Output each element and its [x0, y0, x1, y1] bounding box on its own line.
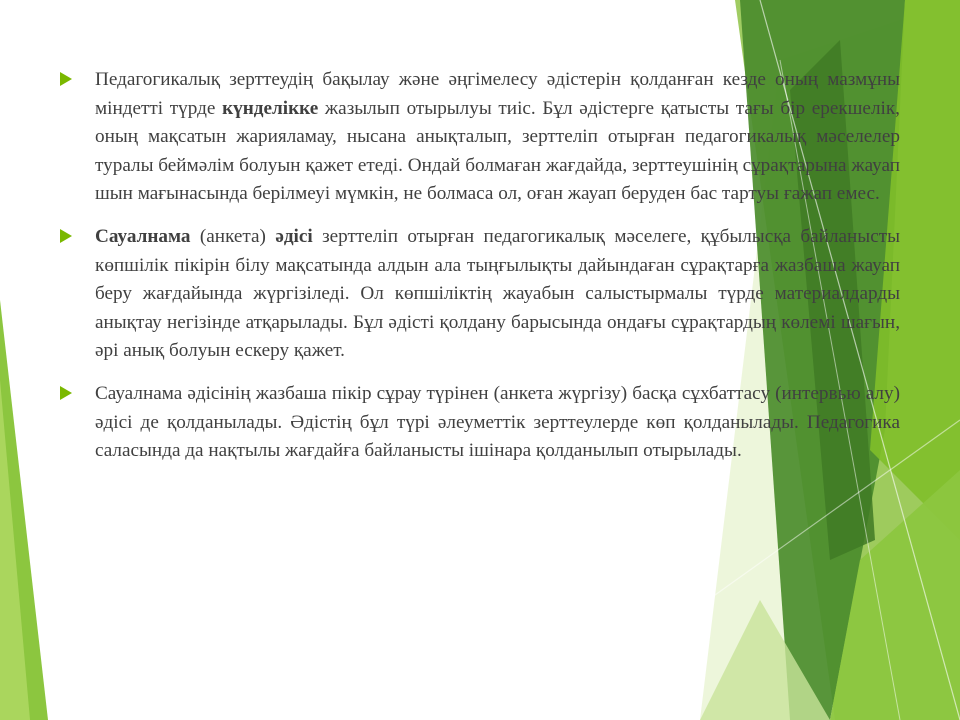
bullet-item-1 — [60, 66, 900, 209]
bullet-item-3 — [60, 380, 900, 466]
triangle-bullet-icon — [60, 229, 72, 243]
slide-body — [60, 66, 900, 480]
bullet-text: Сауалнама (анкета) әдісі зерттеліп отырған педагогикалық мәселеге, құбылысқа байланысты көпшілік пікірін білу мақсатында алдын ала тыңғылықты дайындаған сұрақтарға жазбаша жауап беру жағдайында жүргізіледі. Ол көпшіліктің жауабын салыстырмалы түрде материалдарды анықтау негізінде атқарылады. Бұл әдісті қолдану барысында ондағы сұрақтардың көлемі шағын, әрі анық болуын ескеру қажет. — [95, 225, 900, 362]
triangle-bullet-icon — [60, 386, 72, 400]
triangle-bullet-icon — [60, 72, 72, 86]
bullet-item-2 — [60, 223, 900, 366]
bullet-text: Педагогикалық зерттеудің бақылау және әңгімелесу әдістерін қолданған кезде оның мазмұны міндетті түрде күнделікке жазылып отырылуы тиіс. Бұл әдістерге қатысты тағы бір ерекшелік, оның мақсатын жарияламау, нысана анықталып, зерттеліп отырған педагогикалық мәселелер туралы беймәлім болуын қажет етеді. Ондай болмаған жағдайда, зерттеушінің сұрақтарына жауап шын мағынасында берілмеуі мүмкін, не болмаса ол, оған жауап беруден бас тартуы ғажап емес. — [95, 69, 900, 205]
bullet-text: Сауалнама әдісінің жазбаша пікір сұрау түрінен (анкета жүргізу) басқа сұхбаттасу (интервью алу) әдісі де қолданылады. Әдістің бұл түрі әлеуметтік зерттеулерде көп қолданылады. Педагогика саласында да нақтылы жағдайға байланысты ішінара қолданылып отырылады. — [95, 382, 900, 462]
